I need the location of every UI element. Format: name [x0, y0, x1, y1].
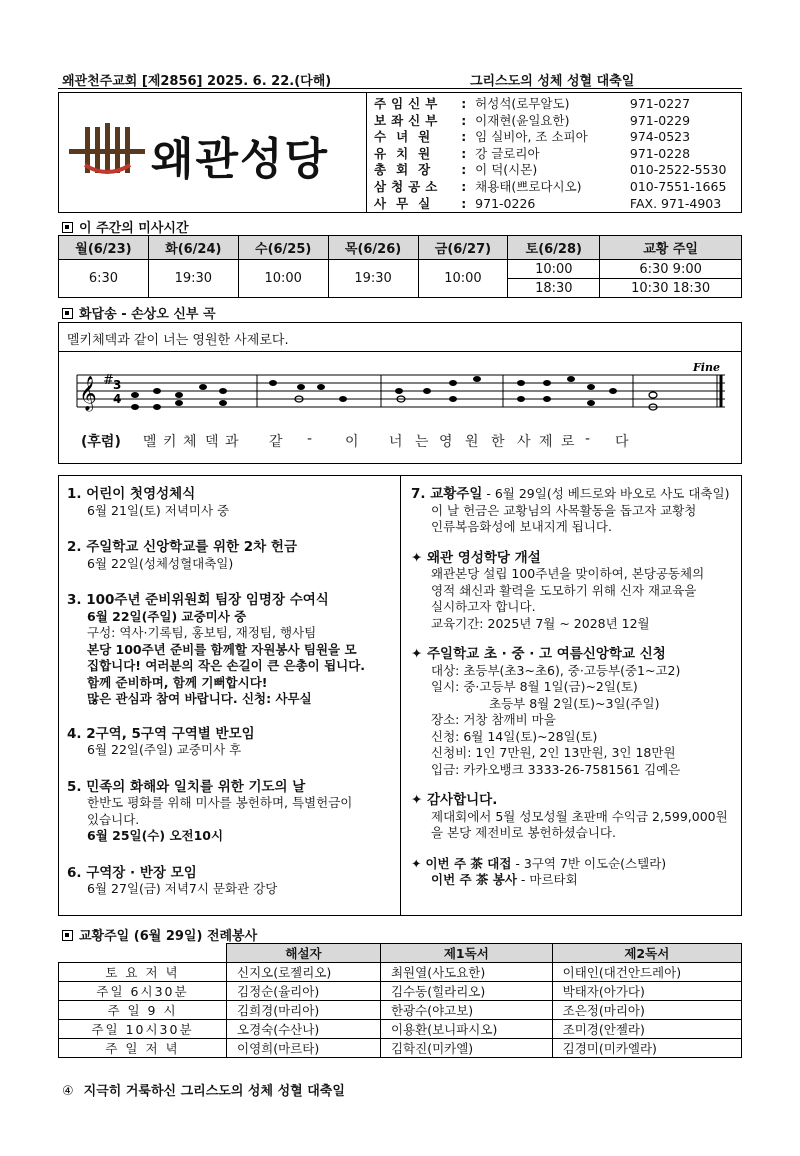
notice-line: 초등부 8월 2일(토)~3일(주일) — [489, 695, 660, 711]
notice-line: 6월 22일(주일) 교중미사 중 — [87, 608, 247, 624]
notice-line: 왜관본당 설립 100주년을 맞이하여, 본당공동체의 — [431, 566, 705, 581]
duty-person: 김수동(힐라리오) — [380, 982, 552, 1001]
notice-line: 신청비: 1인 7만원, 2인 13만원, 3인 18만원 — [431, 745, 676, 760]
lyric-syllable: 체 — [183, 434, 197, 450]
lyric-syllable: 멜 — [143, 434, 157, 450]
mass-day-header: 토(6/28) — [508, 236, 600, 260]
colon: : — [461, 112, 467, 128]
lyric-syllable: 사 — [517, 434, 531, 450]
notice-papal-sunday: 7. 교황주일 - 6월 29일(성 베드로와 바오로 사도 대축일) — [411, 486, 730, 502]
colon: : — [461, 178, 467, 194]
mass-time-saturday: 10:00 — [508, 260, 600, 279]
mass-schedule-table — [58, 235, 742, 298]
duty-row — [59, 1001, 742, 1020]
section-bullet-icon — [62, 308, 73, 319]
lyric-syllable: - — [307, 431, 313, 447]
column-divider — [400, 476, 401, 915]
staff-row — [374, 129, 739, 146]
staff-row — [374, 113, 739, 130]
staff-phone: 010-7551-1665 — [629, 178, 727, 194]
duty-row — [59, 1020, 742, 1039]
staff-phone: 971-0228 — [629, 145, 691, 161]
staff-phone: 010-2522-5530 — [629, 162, 727, 178]
notice-line: 6월 22일(성체성혈대축일) — [87, 555, 234, 571]
notice-item — [67, 486, 392, 519]
notice-title: 5. 민족의 화해와 일치를 위한 기도의 날 — [67, 778, 306, 795]
duty-mass-label: 토 요 저 녁 — [59, 963, 227, 982]
mass-day-header: 목(6/26) — [328, 236, 418, 260]
diamond-bullet-icon: ✦ — [411, 646, 423, 662]
staff-name: 971-0226 — [475, 195, 536, 211]
duty-person: 이태인(대건안드레아) — [552, 963, 741, 982]
duty-mass-label: 주 일 저 녁 — [59, 1039, 227, 1058]
psalm-caption: 멜키체덱과 같이 너는 영원한 사제로다. — [67, 333, 289, 348]
liturgy-duty-table — [58, 943, 742, 1058]
notice-item — [67, 865, 392, 898]
staff-name: 강 글로리아 — [475, 145, 540, 161]
duty-row — [59, 963, 742, 982]
staff-name: 이 덕(시몬) — [475, 162, 538, 178]
notice-line: 이 날 헌금은 교황님의 사목활동을 돕고자 교황청 — [431, 502, 697, 518]
notice-line: 함께 준비하며, 함께 기뻐합시다! — [87, 674, 268, 690]
notice-line: 을 본당 제전비로 봉헌하셨습니다. — [431, 825, 616, 840]
notice-line: 장소: 거창 참깨비 마을 — [431, 712, 556, 727]
notice-line: 6월 25일(수) 오전10시 — [87, 828, 224, 843]
notice-line: 있습니다. — [87, 811, 140, 827]
svg-text:4: 4 — [113, 392, 122, 406]
duty-person: 한광수(야고보) — [380, 1001, 552, 1020]
diamond-bullet-icon: ✦ — [411, 549, 423, 566]
duty-person: 조미경(안젤라) — [552, 1020, 741, 1039]
mass-time-sunday: 6:30 9:00 — [600, 260, 742, 279]
diamond-bullet-icon: ✦ — [411, 792, 423, 808]
lyric-syllable: 제 — [539, 434, 553, 450]
staff-row — [374, 196, 739, 213]
svg-text:#: # — [103, 373, 114, 388]
notice-item — [67, 779, 392, 845]
colon: : — [461, 145, 467, 161]
duty-header: 제1독서 — [380, 944, 552, 963]
psalm-box — [58, 322, 742, 464]
notices-box — [58, 475, 742, 916]
duty-mass-label: 주 일 9 시 — [59, 1001, 227, 1020]
notice-school: ✦ 왜관 영성학당 개설 — [411, 549, 541, 566]
duty-person: 김경미(미카엘라) — [552, 1039, 741, 1058]
duty-person: 최원열(사도요한) — [380, 963, 552, 982]
duty-header: 제2독서 — [552, 944, 741, 963]
duty-row — [59, 1039, 742, 1058]
parish-info-box — [58, 92, 742, 213]
notice-service: 이번 주 茶 봉사 - 마르타회 — [431, 872, 578, 887]
mass-section-title: 이 주간의 미사시간 — [62, 217, 189, 236]
notice-title: 3. 100주년 준비위원회 팀장 임명장 수여식 — [67, 592, 329, 608]
notice-line: 대상: 초등부(초3~초6), 중·고등부(중1~고2) — [431, 662, 681, 678]
staff-role: 주임신부 — [374, 96, 443, 111]
notice-line: 영적 쇄신과 활력을 도모하기 위해 신자 재교육을 — [431, 582, 697, 598]
notice-line: 한반도 평화를 위해 미사를 봉헌하며, 특별헌금이 — [87, 795, 353, 810]
duty-section-title: 교황주일 (6월 29일) 전례봉사 — [62, 925, 257, 944]
staff-role: 사무실 — [374, 195, 441, 211]
mass-day-header: 수(6/25) — [238, 236, 328, 260]
refrain-label: (후렴) — [81, 434, 121, 450]
feast-title: 그리스도의 성체 성혈 대축일 — [470, 74, 635, 89]
staff-phone: 971-0229 — [629, 112, 691, 128]
parish-logo-text: 왜관성당 — [151, 134, 330, 185]
mass-time: 19:30 — [148, 260, 238, 298]
staff-role: 삼청공소 — [374, 178, 443, 194]
notice-line: 일시: 중·고등부 8월 1일(금)~2일(토) — [431, 679, 638, 694]
staff-role: 총회장 — [374, 162, 441, 178]
duty-row — [59, 982, 742, 1001]
lyric-syllable: 한 — [491, 434, 505, 450]
lyric-syllable: 원 — [465, 434, 479, 450]
duty-person: 조은정(마리아) — [552, 1001, 741, 1020]
staff-phone: 974-0523 — [629, 129, 691, 145]
staff-name: 허성석(로무알도) — [475, 96, 570, 111]
lyric-syllable: - — [585, 431, 591, 447]
svg-text:𝄞: 𝄞 — [79, 376, 97, 411]
duty-person: 신지오(로젤리오) — [227, 963, 381, 982]
lyric-syllable: 덱 — [205, 434, 219, 450]
notice-title: 6. 구역장 · 반장 모임 — [67, 864, 197, 881]
colon: : — [461, 96, 467, 111]
footer — [62, 1080, 345, 1099]
notice-line: 실시하고자 합니다. — [431, 599, 536, 614]
staff-directory — [374, 96, 739, 212]
mass-day-header: 교황 주일 — [600, 236, 742, 260]
lyric-syllable: 과 — [225, 434, 239, 450]
staff-row — [374, 179, 739, 196]
notice-line: 신청: 6월 14일(토)~28일(토) — [431, 728, 598, 744]
psalm-divider — [59, 351, 741, 352]
notice-line: 인류복음화성에 보내지게 됩니다. — [431, 519, 612, 534]
duty-person: 오경숙(수산나) — [227, 1020, 381, 1039]
notice-title: 4. 2구역, 5구역 구역별 반모임 — [67, 725, 255, 742]
duty-person: 김학진(미카엘) — [380, 1039, 552, 1058]
notice-line: 제대회에서 5월 성모성월 초판매 수익금 2,599,000원 — [431, 808, 728, 824]
staff-phone: FAX. 971-4903 — [629, 195, 722, 211]
notice-item — [67, 726, 392, 759]
staff-row — [374, 162, 739, 179]
staff-name: 채용태(쁘로다시오) — [475, 178, 582, 194]
duty-person: 김정순(율리아) — [227, 982, 381, 1001]
staff-role: 유치원 — [374, 145, 441, 161]
notice-line: 6월 22일(주일) 교중미사 후 — [87, 742, 242, 757]
lyric-syllable: 영 — [439, 434, 453, 450]
colon: : — [461, 162, 467, 178]
duty-person: 이용환(보니파시오) — [380, 1020, 552, 1039]
logo-area — [59, 93, 367, 212]
duty-corner — [59, 944, 227, 963]
diamond-bullet-icon: ✦ — [411, 855, 422, 871]
lyric-syllable: 같 — [269, 434, 283, 450]
staff-name: 임 실비아, 조 소피아 — [475, 129, 588, 145]
notice-line: 6월 27일(금) 저녁7시 문화관 강당 — [87, 881, 278, 896]
header-rule — [58, 88, 742, 89]
staff-row — [374, 96, 739, 113]
mass-time: 19:30 — [328, 260, 418, 298]
notice-title: 1. 어린이 첫영성체식 — [67, 486, 196, 502]
lyric-syllable: 는 — [415, 434, 429, 450]
page-number: ④ — [62, 1084, 74, 1099]
svg-text:3: 3 — [113, 378, 122, 392]
music-score-icon — [73, 359, 733, 429]
notice-line: 많은 관심과 참여 바랍니다. 신청: 사무실 — [87, 691, 312, 706]
section-bullet-icon — [62, 930, 73, 941]
duty-person: 이영희(마르타) — [227, 1039, 381, 1058]
duty-person: 김희경(마리아) — [227, 1001, 381, 1020]
notices-right-column — [411, 486, 737, 889]
staff-phone: 971-0227 — [629, 96, 691, 111]
lyric-syllable: 다 — [615, 434, 629, 450]
notice-line: 구성: 역사·기록팀, 홍보팀, 재정팀, 행사팀 — [87, 625, 317, 640]
notice-item — [67, 539, 392, 572]
lyric-syllable: 키 — [163, 434, 177, 450]
mass-time: 10:00 — [418, 260, 508, 298]
lyric-syllable: 너 — [389, 434, 403, 450]
mass-time: 10:00 — [238, 260, 328, 298]
duty-header: 해설자 — [227, 944, 381, 963]
notice-line: 6월 21일(토) 저녁미사 중 — [87, 502, 230, 518]
notice-thanks: ✦ 감사합니다. — [411, 792, 498, 808]
mass-time: 6:30 — [59, 260, 149, 298]
mass-time-sunday: 10:30 18:30 — [600, 279, 742, 298]
footer-text: 지극히 거룩하신 그리스도의 성체 성혈 대축일 — [83, 1084, 345, 1099]
staff-role: 수녀원 — [374, 129, 441, 145]
notices-left-column — [67, 486, 392, 898]
notice-tea: ✦ 이번 주 茶 대접 - 3구역 7반 이도순(스텔라) — [411, 855, 667, 871]
lyric-syllable: 이 — [345, 434, 359, 450]
mass-day-header: 월(6/23) — [59, 236, 149, 260]
notice-summer-camp: ✦ 주일학교 초 · 중 · 고 여름신앙학교 신청 — [411, 646, 666, 662]
notice-line: 입금: 카카오뱅크 3333-26-7581561 김예은 — [431, 761, 681, 777]
parish-logo-icon — [67, 121, 147, 185]
notice-title: 2. 주일학교 신앙학교를 위한 2차 헌금 — [67, 539, 297, 555]
notice-line: 집합니다! 여러분의 작은 손길이 큰 은총이 됩니다. — [87, 658, 366, 673]
staff-role: 보좌신부 — [374, 112, 443, 128]
notice-item — [67, 592, 392, 708]
colon: : — [461, 129, 467, 145]
staff-name: 이재현(윤일요한) — [475, 112, 570, 128]
duty-mass-label: 주일 10시30분 — [59, 1020, 227, 1039]
colon: : — [461, 195, 467, 211]
mass-time-saturday: 18:30 — [508, 279, 600, 298]
song-section-title: 화답송 - 손상오 신부 곡 — [62, 303, 216, 322]
notice-line: 본당 100주년 준비를 함께할 자원봉사 팀원을 모 — [87, 641, 357, 657]
svg-text:Fine: Fine — [693, 361, 720, 374]
duty-mass-label: 주일 6시30분 — [59, 982, 227, 1001]
mass-day-header: 화(6/24) — [148, 236, 238, 260]
lyric-syllable: 로 — [561, 434, 575, 450]
section-bullet-icon — [62, 222, 73, 233]
staff-row — [374, 146, 739, 163]
bulletin-issue: 왜관천주교회 [제2856] 2025. 6. 22.(다해) — [62, 74, 332, 89]
duty-person: 박태자(아가다) — [552, 982, 741, 1001]
notice-line: 교육기간: 2025년 7월 ~ 2028년 12월 — [431, 615, 650, 631]
mass-day-header: 금(6/27) — [418, 236, 508, 260]
